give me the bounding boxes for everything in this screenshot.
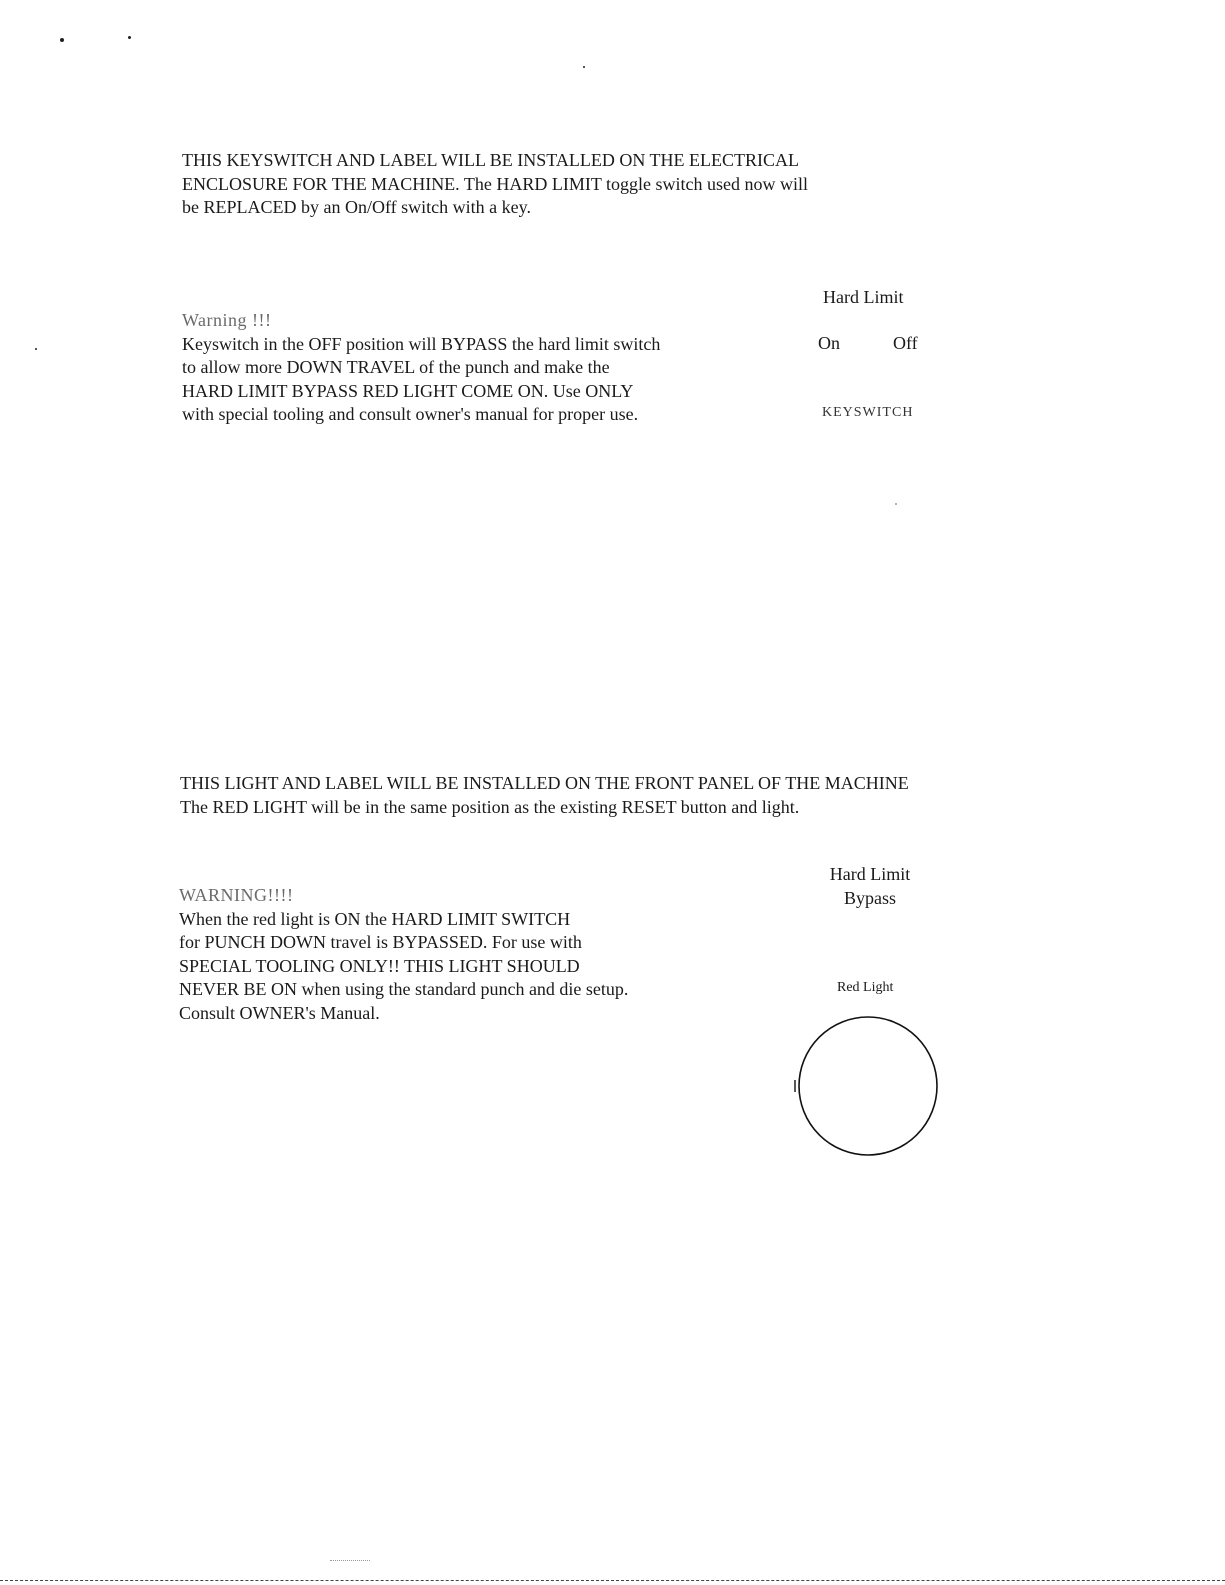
intro-line: THIS KEYSWITCH AND LABEL WILL BE INSTALLED ON THE ELECTRICAL	[182, 150, 799, 170]
keyswitch-intro	[182, 149, 808, 220]
light-intro	[180, 772, 909, 819]
bypass-title-line: Bypass	[843, 888, 896, 908]
intro-line: The RED LIGHT will be in the same position as the existing RESET button and light.	[180, 796, 800, 817]
intro-line: THIS LIGHT AND LABEL WILL BE INSTALLED ON THE FRONT PANEL OF THE MACHINE	[180, 773, 909, 793]
warning-line: NEVER BE ON when using the standard punch and die setup.	[179, 979, 629, 999]
scan-speck	[35, 348, 37, 350]
keyswitch-warning	[182, 309, 660, 427]
intro-line: be REPLACED by an On/Off switch with a key.	[182, 197, 531, 217]
footer-marks	[330, 1560, 370, 1567]
scan-speck	[128, 36, 131, 39]
scan-speck	[583, 66, 585, 68]
warning-line: to allow more DOWN TRAVEL of the punch and make the	[182, 357, 610, 377]
warning-line: for PUNCH DOWN travel is BYPASSED. For use with	[179, 932, 582, 952]
bottom-rule	[0, 1580, 1225, 1581]
keyswitch-label-title: Hard Limit	[823, 287, 904, 307]
warning-heading: WARNING!!!!	[179, 885, 294, 905]
red-light-circle-icon	[790, 1008, 946, 1164]
warning-line: with special tooling and consult owner's manual for proper use.	[182, 404, 639, 424]
warning-heading: Warning !!!	[182, 310, 272, 330]
scan-speck	[895, 503, 897, 505]
scan-speck	[60, 38, 64, 42]
intro-line: ENCLOSURE FOR THE MACHINE. The HARD LIMIT toggle switch used now will	[182, 173, 808, 194]
red-light-caption: Red Light	[837, 980, 894, 995]
warning-line: SPECIAL TOOLING ONLY!! THIS LIGHT SHOULD	[179, 955, 580, 976]
warning-line: HARD LIMIT BYPASS RED LIGHT COME ON. Use ONLY	[182, 380, 634, 401]
keyswitch-on-label: On	[818, 333, 840, 353]
keyswitch-off-label: Off	[893, 333, 918, 353]
bypass-title-line: Hard Limit	[829, 864, 911, 884]
light-warning	[179, 884, 628, 1025]
keyswitch-caption: KEYSWITCH	[822, 405, 914, 420]
bypass-label-title	[822, 862, 918, 910]
warning-line: When the red light is ON the HARD LIMIT SWITCH	[179, 908, 571, 929]
warning-line: Keyswitch in the OFF position will BYPASS the hard limit switch	[182, 333, 661, 354]
warning-line: Consult OWNER's Manual.	[179, 1002, 380, 1023]
